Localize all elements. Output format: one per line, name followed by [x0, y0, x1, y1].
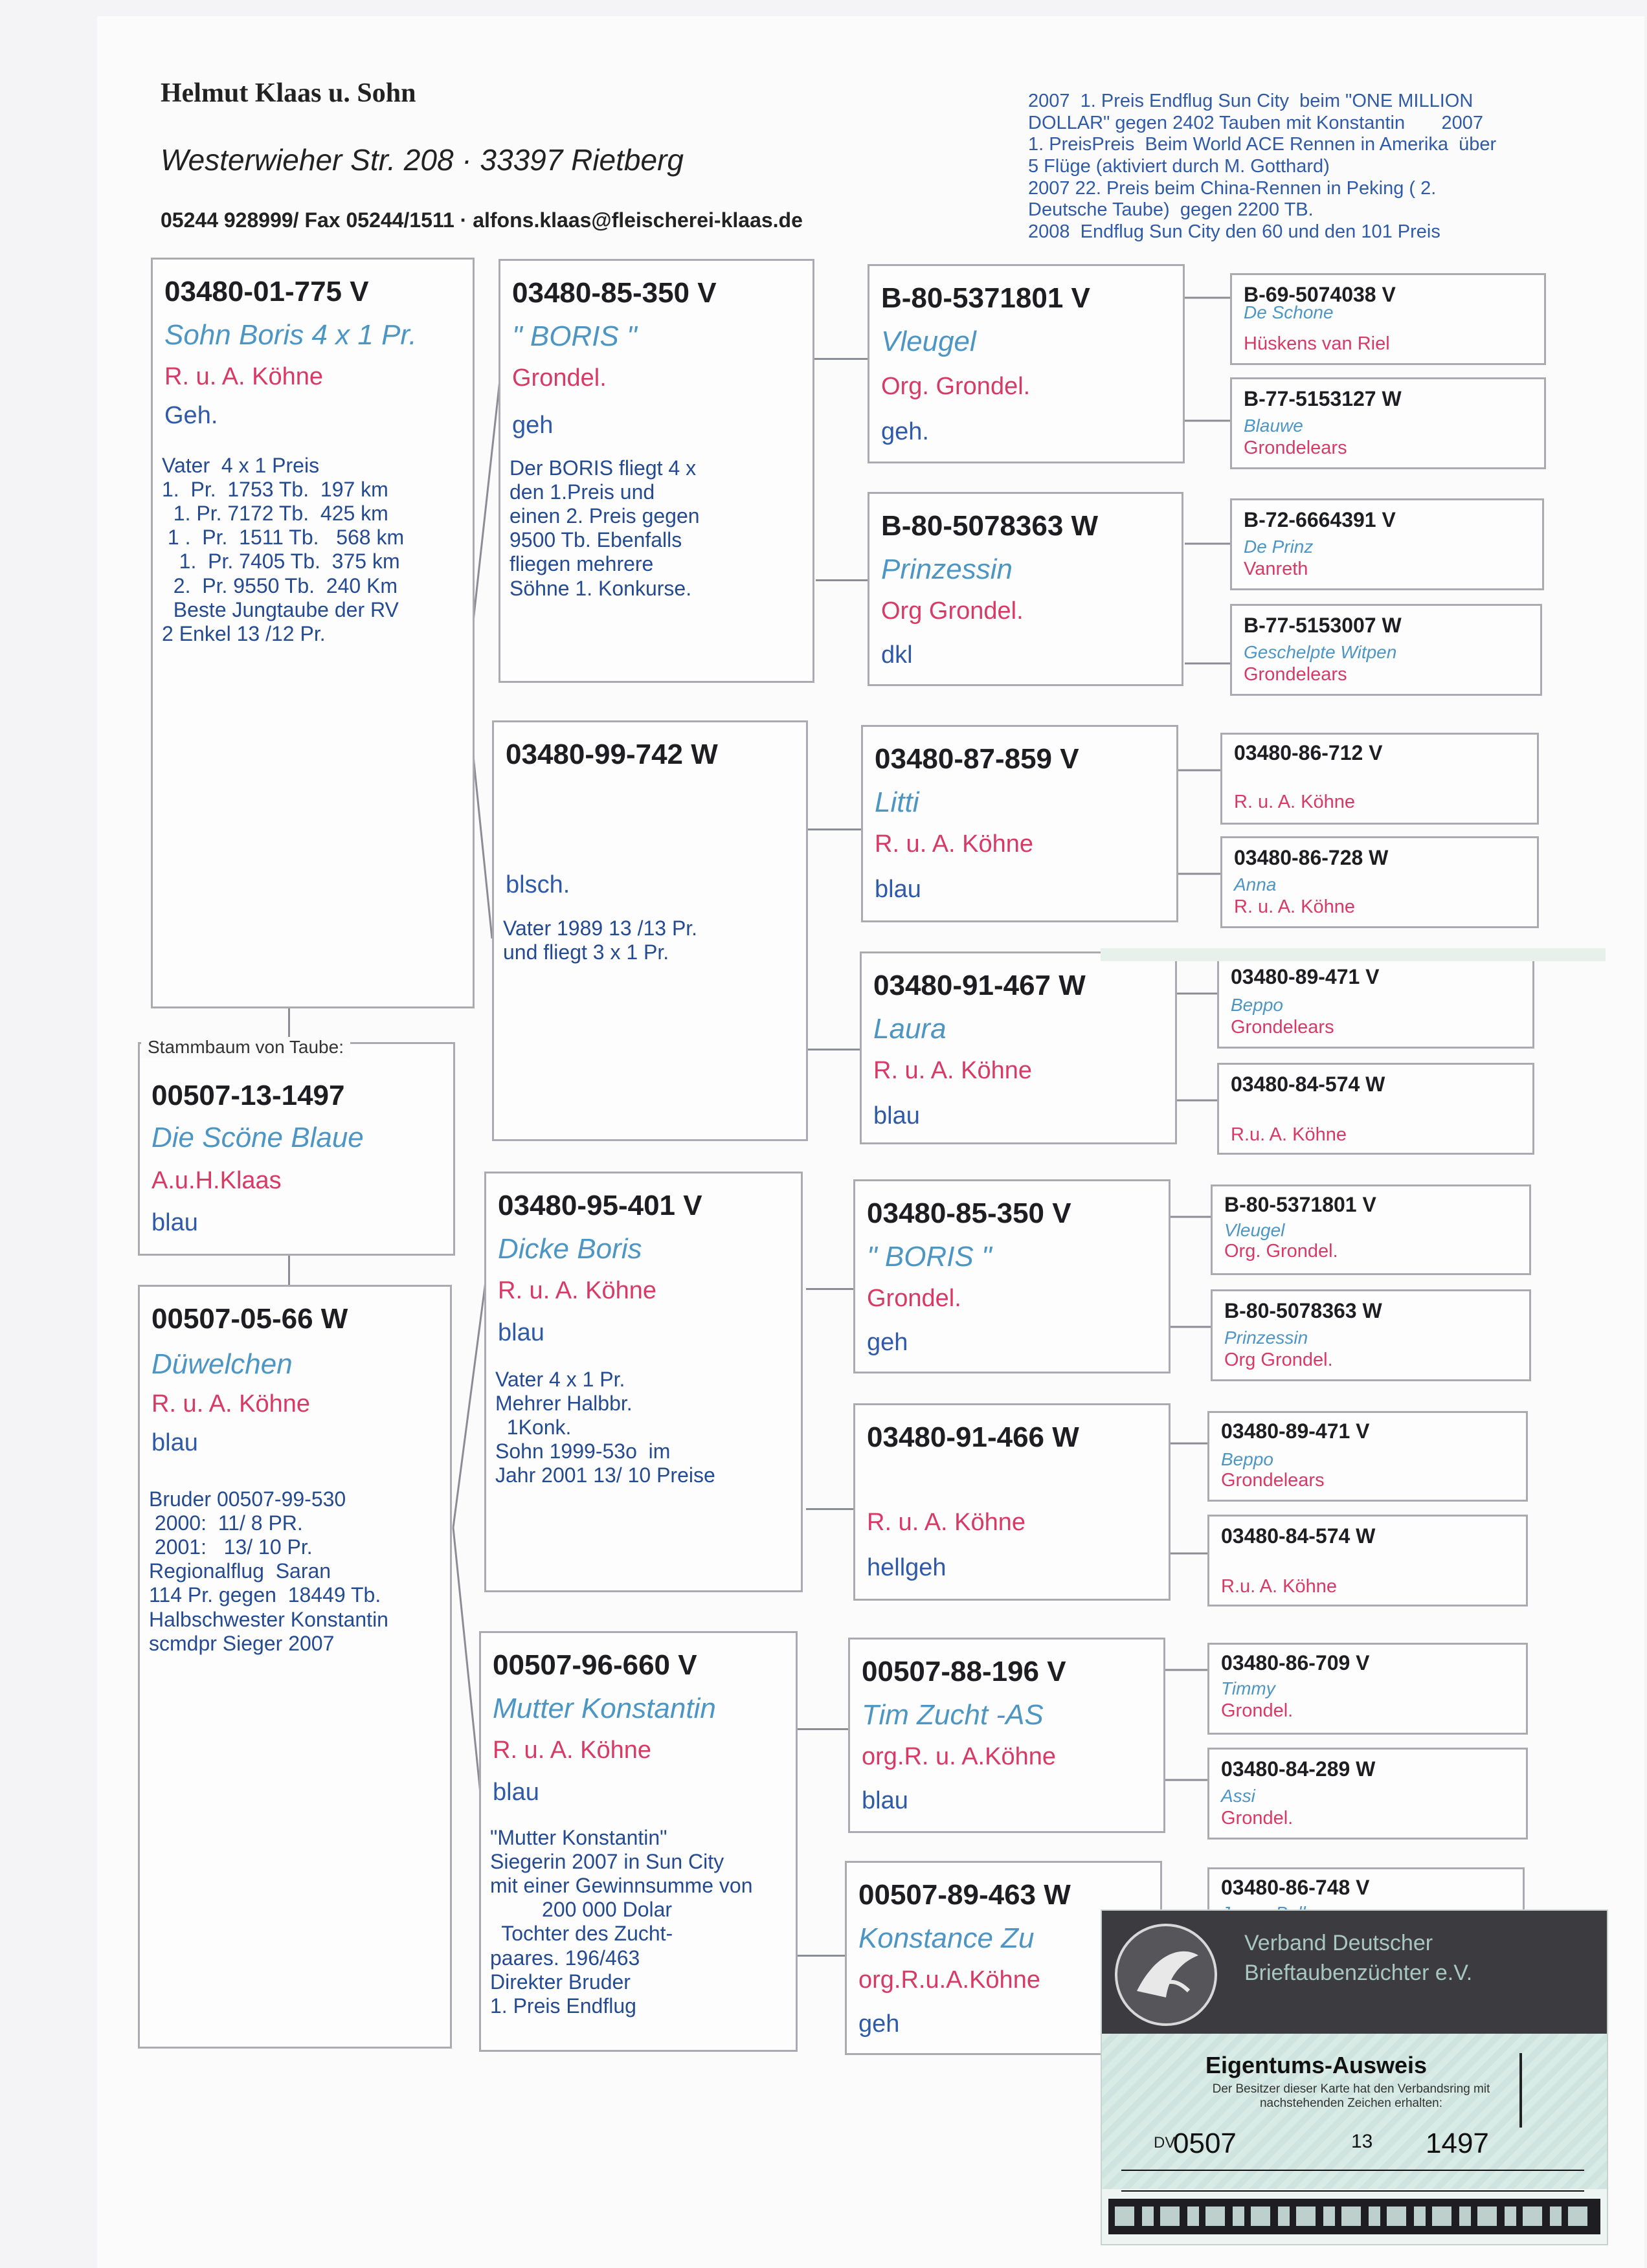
performance-note: Vater 4 x 1 Pr. Mehrer Halbbr. 1Konk. Sohn 1999-53o im Jahr 2001 13/ 10 Preise — [495, 1368, 715, 1487]
card-prefix: DV — [1154, 2134, 1176, 2151]
ring-number: 03480-84-574 W — [1231, 1073, 1385, 1096]
ring-number: B-80-5371801 V — [881, 282, 1090, 314]
card-association: Verband Deutscher Brieftaubenzüchter e.V. — [1244, 1931, 1473, 1985]
breeder: org.R. u. A.Köhne — [862, 1743, 1056, 1770]
breeder: R.u. A. Köhne — [1221, 1576, 1337, 1597]
ring-number: 03480-89-471 V — [1231, 965, 1380, 988]
ring-number: 00507-96-660 V — [493, 1649, 697, 1681]
color: blau — [151, 1429, 198, 1456]
breeder: Grondel. — [867, 1285, 961, 1312]
ring-number: 03480-89-471 V — [1221, 1419, 1370, 1443]
pigeon-name: De Prinz — [1244, 537, 1314, 557]
breeder: R. u. A. Köhne — [151, 1390, 311, 1418]
color: geh — [858, 2010, 900, 2038]
pedigree-box-g12 — [1207, 1515, 1528, 1606]
pedigree-box-g3 — [1230, 498, 1544, 590]
performance-note: Vater 4 x 1 Preis 1. Pr. 1753 Tb. 197 km 1. Pr. 7172 Tb. 425 km 1 . Pr. 1511 Tb. 568 km 1. Pr. 7405 Tb. 375 km 2. Pr. 9550 Tb. 240 Km Beste Jungtaube der RV 2 Enkel 13 /12 Pr. — [162, 454, 405, 645]
breeder: R. u. A. Köhne — [1234, 896, 1356, 917]
color: geh — [512, 412, 554, 439]
ring-number: 00507-88-196 V — [862, 1656, 1066, 1687]
pigeon-name: Vleugel — [881, 326, 976, 357]
pigeon-name: Dicke Boris — [498, 1233, 642, 1265]
pedigree-box-g7 — [1217, 957, 1534, 1049]
pedigree-box-sds — [861, 725, 1178, 922]
pedigree-box-ssd — [868, 492, 1183, 686]
ring-number: 03480-84-289 W — [1221, 1757, 1376, 1781]
pigeon-name: Timmy — [1221, 1678, 1275, 1698]
ring-number: B-80-5078363 W — [1224, 1299, 1382, 1322]
pigeon-name: Blauwe — [1244, 416, 1303, 436]
pedigree-box-sdd — [860, 951, 1177, 1144]
pedigree-box-g14 — [1207, 1748, 1528, 1840]
ring-number: B-77-5153127 W — [1244, 387, 1402, 410]
dove-logo-icon — [1115, 1924, 1217, 2026]
ring-number: 03480-91-466 W — [867, 1421, 1079, 1453]
color: blau — [862, 1787, 908, 1814]
breeder: Grondel. — [1221, 1700, 1294, 1721]
breeder: R. u. A. Köhne — [498, 1277, 657, 1304]
color: blau — [875, 876, 921, 903]
card-pattern-band — [1108, 2199, 1600, 2234]
ring-number: 03480-86-748 V — [1221, 1876, 1370, 1899]
ring-number: 03480-85-350 V — [867, 1197, 1071, 1229]
breeder: R. u. A. Köhne — [867, 1509, 1026, 1536]
card-title: Eigentums-Ausweis — [1205, 2052, 1428, 2078]
card-year: 13 — [1351, 2131, 1373, 2152]
pedigree-box-sss — [868, 264, 1185, 463]
pedigree-box-sire — [151, 258, 475, 1008]
ring-number: 03480-95-401 V — [498, 1190, 702, 1221]
breeder: Grondelears — [1244, 664, 1347, 685]
pedigree-box-g2 — [1230, 377, 1546, 469]
pedigree-box-dd — [479, 1631, 798, 2052]
breeder: Grondelears — [1244, 438, 1347, 458]
ring-number: 03480-99-742 W — [506, 739, 718, 770]
card-divider — [1519, 2053, 1522, 2128]
pigeon-name: " BORIS " — [867, 1241, 992, 1273]
breeder: Org. Grondel. — [881, 373, 1031, 400]
breeder-contact: 05244 928999/ Fax 05244/1511 · alfons.klaas@fleischerei-klaas.de — [161, 208, 803, 232]
pigeon-name: Konstance Zu — [858, 1922, 1035, 1954]
pigeon-name: Beppo — [1231, 995, 1283, 1015]
color: geh — [867, 1329, 908, 1356]
pigeon-name: Anna — [1234, 874, 1277, 895]
achievements-note: 2007 1. Preis Endflug Sun City beim "ONE MILLION DOLLAR" gegen 2402 Tauben mit Konstantin 2007 1. PreisPreis Beim World ACE Rennen in Amerika über 5 Flüge (aktiviert durch M. Gotthard) 2007 22. Preis beim China-Rennen in Peking ( 2. Deutsche Taube) gegen 2200 TB. 2008 Endflug Sun City den 60 und den 101 Preis — [1028, 91, 1497, 242]
pigeon-name: Beppo — [1221, 1449, 1273, 1469]
breeder: Org. Grondel. — [1224, 1241, 1338, 1262]
ring-number: 03480-86-709 V — [1221, 1651, 1370, 1674]
pigeon-name: " BORIS " — [512, 320, 637, 352]
breeder: R. u. A. Köhne — [873, 1057, 1033, 1084]
color: blau — [493, 1779, 539, 1806]
breeder: Grondelears — [1231, 1017, 1334, 1038]
pigeon-name: Assi — [1221, 1786, 1255, 1806]
breeder: R. u. A. Köhne — [493, 1737, 652, 1764]
pedigree-box-g11 — [1207, 1411, 1528, 1502]
pedigree-box-g10 — [1211, 1289, 1531, 1381]
breeder: R. u. A. Köhne — [875, 830, 1034, 858]
breeder: org.R.u.A.Köhne — [858, 1966, 1040, 1994]
breeder: R. u. A. Köhne — [1234, 792, 1356, 812]
pedigree-box-g5 — [1220, 733, 1539, 825]
pigeon-name: Laura — [873, 1013, 947, 1045]
ring-number: 03480-84-574 W — [1221, 1524, 1376, 1548]
ring-number: 00507-13-1497 — [151, 1080, 345, 1111]
pigeon-name: Düwelchen — [151, 1348, 293, 1380]
breeder: Grondel. — [1221, 1808, 1294, 1829]
color: geh. — [881, 418, 929, 445]
ring-number: B-69-5074038 V — [1244, 283, 1396, 306]
breeder: Vanreth — [1244, 559, 1308, 579]
color: blau — [498, 1319, 544, 1346]
breeder: A.u.H.Klaas — [151, 1167, 282, 1194]
performance-note: "Mutter Konstantin" Siegerin 2007 in Sun City mit einer Gewinnsumme von 200 000 Dolar Tochter des Zucht- paares. 196/463 Direkter Bruder 1. Preis Endflug — [490, 1826, 753, 2018]
pedigree-box-g13 — [1207, 1643, 1528, 1735]
breeder: Org Grondel. — [1224, 1350, 1333, 1370]
pedigree-box-g6 — [1220, 836, 1539, 928]
ring-number: 03480-86-712 V — [1234, 741, 1383, 764]
ring-number: B-80-5371801 V — [1224, 1193, 1376, 1216]
ownership-card — [1101, 1909, 1608, 2245]
color: hellgeh — [867, 1554, 947, 1581]
breeder: R. u. A. Köhne — [164, 363, 324, 390]
pigeon-name: Sohn Boris 4 x 1 Pr. — [164, 319, 417, 351]
breeder: Hüskens van Riel — [1244, 333, 1390, 354]
pigeon-name: Mutter Konstantin — [493, 1693, 716, 1724]
ring-number: 03480-01-775 V — [164, 276, 369, 307]
card-border — [1101, 948, 1606, 961]
breeder-name: Helmut Klaas u. Sohn — [161, 78, 416, 108]
color: blau — [873, 1102, 920, 1129]
pigeon-name: Prinzessin — [881, 553, 1013, 585]
pedigree-box-sd — [492, 720, 808, 1141]
pedigree-box-ds — [484, 1172, 803, 1592]
breeder: Grondelears — [1221, 1470, 1325, 1491]
pigeon-name: Vleugel — [1224, 1220, 1285, 1240]
breeder: Org Grondel. — [881, 597, 1024, 625]
breeder: R.u. A. Köhne — [1231, 1124, 1347, 1145]
color: blsch. — [506, 871, 570, 898]
ring-number: 03480-85-350 V — [512, 277, 717, 309]
ring-number: B-77-5153007 W — [1244, 614, 1402, 637]
card-club-number: 0507 — [1173, 2128, 1237, 2159]
pedigree-box-subject — [138, 1042, 455, 1256]
pedigree-box-dds — [848, 1638, 1165, 1833]
pedigree-box-g9 — [1211, 1184, 1531, 1275]
pedigree-box-dss — [853, 1179, 1171, 1373]
breeder: Grondel. — [512, 364, 607, 392]
ring-number: 03480-86-728 W — [1234, 846, 1389, 869]
performance-note: Bruder 00507-99-530 2000: 11/ 8 PR. 2001: 13/ 10 Pr. Regionalflug Saran 114 Pr. gegen 18449 Tb. Halbschwester Konstantin scmdpr Sieger 2007 — [149, 1487, 388, 1655]
ring-number: 00507-89-463 W — [858, 1879, 1071, 1911]
ring-number: 03480-87-859 V — [875, 743, 1079, 775]
pigeon-name: Die Scöne Blaue — [151, 1122, 364, 1153]
card-text: Der Besitzer dieser Karte hat den Verbandsring mit nachstehenden Zeichen erhalten: — [1212, 2082, 1490, 2110]
card-line — [1121, 2170, 1584, 2192]
pedigree-box-dam — [138, 1285, 452, 2049]
pedigree-box-g1 — [1230, 273, 1546, 365]
pedigree-label: Stammbaum von Taube: — [141, 1037, 350, 1058]
card-ring-number: 1497 — [1426, 2128, 1489, 2159]
performance-note: Vater 1989 13 /13 Pr. und fliegt 3 x 1 Pr. — [503, 917, 698, 964]
ring-number: 03480-91-467 W — [873, 970, 1086, 1001]
performance-note: Der BORIS fliegt 4 x den 1.Preis und einen 2. Preis gegen 9500 Tb. Ebenfalls fliegen mehrere Söhne 1. Konkurse. — [510, 456, 700, 600]
pigeon-name: Geschelpte Witpen — [1244, 642, 1397, 662]
pigeon-name: De Schone — [1244, 302, 1334, 322]
ring-number: B-72-6664391 V — [1244, 508, 1396, 531]
pedigree-box-ss — [499, 259, 814, 683]
color: dkl — [881, 641, 913, 669]
pigeon-name: Tim Zucht -AS — [862, 1699, 1044, 1731]
color: blau — [151, 1209, 198, 1236]
pigeon-name: Litti — [875, 786, 919, 818]
ring-number: 00507-05-66 W — [151, 1303, 348, 1335]
pigeon-name: Prinzessin — [1224, 1328, 1308, 1348]
breeder-address: Westerwieher Str. 208 · 33397 Rietberg — [161, 143, 684, 177]
color: Geh. — [164, 402, 218, 429]
pedigree-box-dsd — [853, 1403, 1171, 1601]
pedigree-box-g8 — [1217, 1063, 1534, 1155]
pedigree-box-g4 — [1230, 604, 1542, 696]
ring-number: B-80-5078363 W — [881, 510, 1099, 542]
